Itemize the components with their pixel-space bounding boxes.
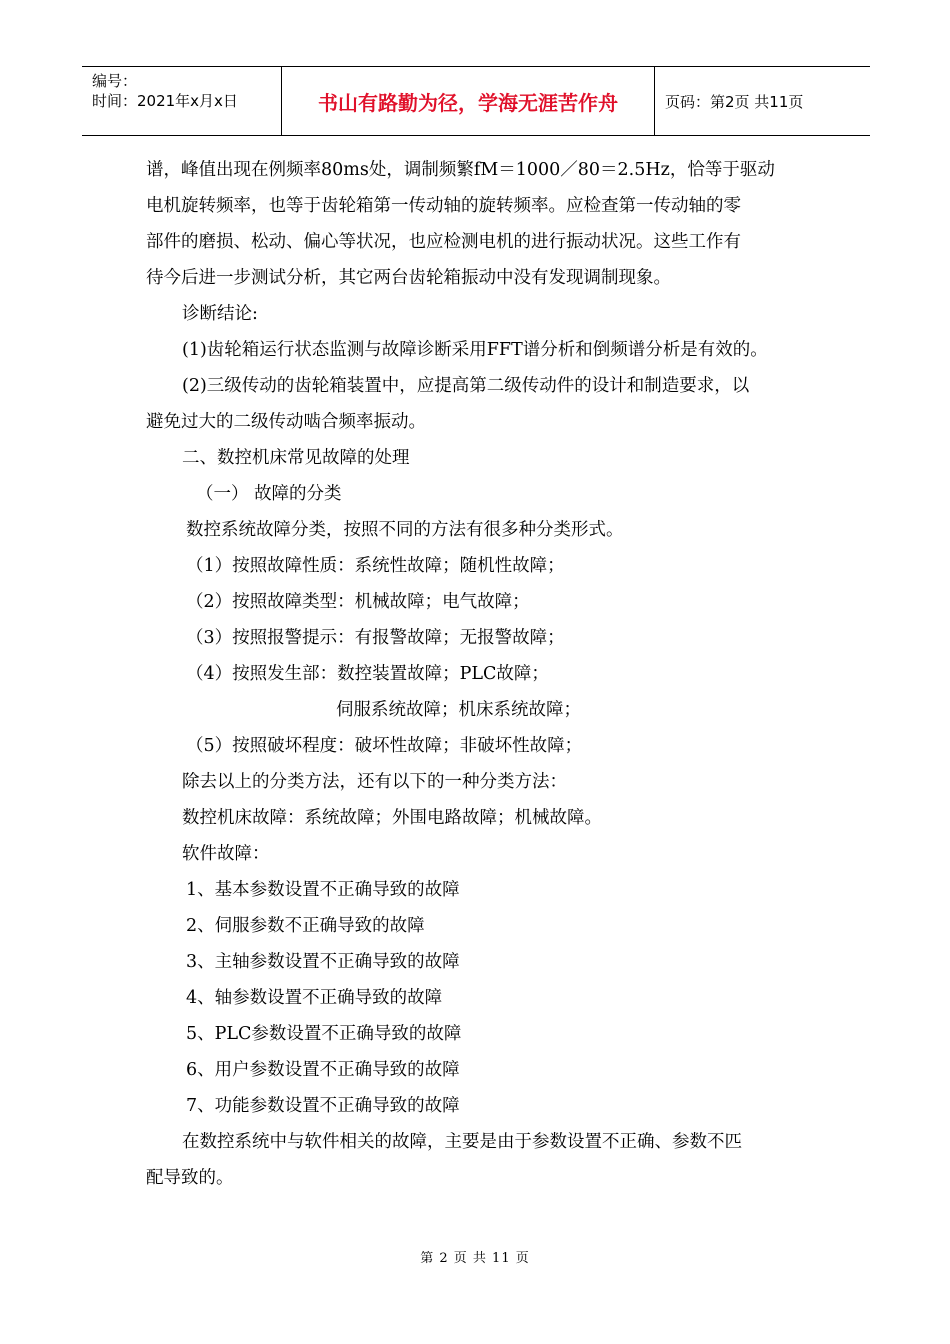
- paragraph-line: 避免过大的二级传动啮合频率振动。: [146, 412, 426, 432]
- section-label: 诊断结论:: [182, 304, 258, 324]
- paragraph-line: 谱，峰值出现在例频率80ms处，调制频繁fM＝1000／80＝2.5Hz，恰等于驱动: [146, 160, 775, 180]
- list-item: （3）按照报警提示：有报警故障；无报警故障；: [186, 628, 565, 648]
- subsection-heading: （一） 故障的分类: [196, 484, 342, 504]
- list-item: 2、伺服参数不正确导致的故障: [186, 916, 425, 936]
- section-label: 软件故障：: [182, 844, 270, 864]
- section-heading: 二、数控机床常见故障的处理: [182, 448, 410, 468]
- paragraph-line: 数控机床故障：系统故障；外围电路故障；机械故障。: [182, 808, 602, 828]
- list-item: （1）按照故障性质：系统性故障；随机性故障；: [186, 556, 565, 576]
- document-body: [146, 152, 816, 1196]
- document-date: 时间：2021年x月x日: [92, 92, 238, 110]
- list-item: 7、功能参数设置不正确导致的故障: [186, 1096, 460, 1116]
- paragraph-line: 除去以上的分类方法，还有以下的一种分类方法：: [182, 772, 567, 792]
- paragraph-line: 部件的磨损、松动、偏心等状况，也应检测电机的进行振动状况。这些工作有: [146, 232, 741, 252]
- list-item: 1、基本参数设置不正确导致的故障: [186, 880, 460, 900]
- paragraph-line: 待今后进一步测试分析，其它两台齿轮箱振动中没有发现调制现象。: [146, 268, 671, 288]
- page-header: [82, 66, 870, 136]
- list-item: （5）按照破坏程度：破坏性故障；非破坏性故障；: [186, 736, 583, 756]
- paragraph-line: 配导致的。: [146, 1168, 234, 1188]
- conclusion-item: (2)三级传动的齿轮箱装置中，应提高第二级传动件的设计和制造要求，以: [182, 376, 750, 396]
- conclusion-item: (1)齿轮箱运行状态监测与故障诊断采用FFT谱分析和倒频谱分析是有效的。: [182, 340, 768, 360]
- paragraph-line: 在数控系统中与软件相关的故障，主要是由于参数设置不正确、参数不匹: [182, 1132, 742, 1152]
- list-item: （4）按照发生部：数控装置故障；PLC故障；: [186, 664, 549, 684]
- header-meta: [82, 67, 282, 135]
- list-item: （2）按照故障类型：机械故障；电气故障；: [186, 592, 530, 612]
- list-item: 3、主轴参数设置不正确导致的故障: [186, 952, 460, 972]
- list-item: 5、PLC参数设置不正确导致的故障: [186, 1024, 462, 1044]
- document-number-label: 编号：: [92, 72, 138, 90]
- paragraph-line: 电机旋转频率，也等于齿轮箱第一传动轴的旋转频率。应检查第一传动轴的零: [146, 196, 741, 216]
- paragraph-line: 数控系统故障分类，按照不同的方法有很多种分类形式。: [186, 520, 624, 540]
- header-motto: 书山有路勤为径，学海无涯苦作舟: [282, 67, 655, 135]
- list-item: 4、轴参数设置不正确导致的故障: [186, 988, 443, 1008]
- list-item: 6、用户参数设置不正确导致的故障: [186, 1060, 460, 1080]
- list-item-continuation: 伺服系统故障；机床系统故障；: [336, 700, 581, 720]
- page-footer: 第 2 页 共 11 页: [420, 1251, 530, 1266]
- header-page-info: 页码：第2页 共11页: [665, 92, 804, 111]
